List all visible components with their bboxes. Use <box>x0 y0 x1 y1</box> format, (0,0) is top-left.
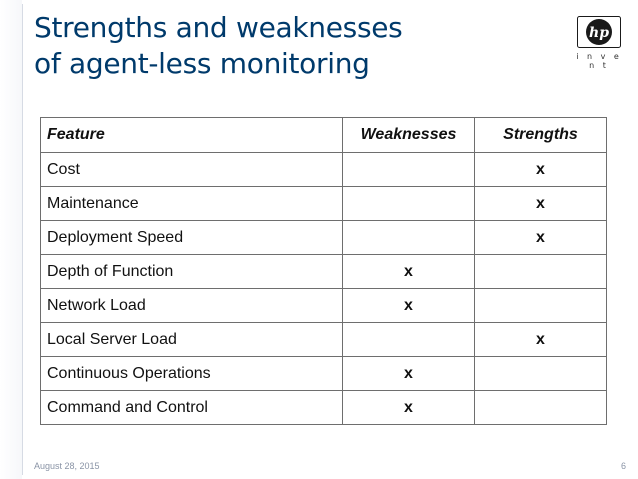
hp-logo <box>573 16 625 70</box>
weakness-cell <box>343 153 475 187</box>
left-margin-rule <box>22 4 23 475</box>
footer-date: August 28, 2015 <box>34 461 100 471</box>
header-feature: Feature <box>41 118 343 153</box>
table-row <box>41 221 607 255</box>
weakness-cell: x <box>343 289 475 323</box>
weakness-cell <box>343 323 475 357</box>
weakness-cell: x <box>343 357 475 391</box>
page-number: 6 <box>620 461 626 471</box>
feature-comparison-table <box>40 117 607 425</box>
strength-cell <box>475 289 607 323</box>
feature-cell: Deployment Speed <box>41 221 343 255</box>
weakness-cell: x <box>343 391 475 425</box>
left-margin-shade <box>0 0 22 479</box>
table-row <box>41 153 607 187</box>
slide-title-line-2: of agent-less monitoring <box>34 47 370 80</box>
weakness-cell: x <box>343 255 475 289</box>
strength-cell: x <box>475 323 607 357</box>
feature-cell: Local Server Load <box>41 323 343 357</box>
hp-logo-icon <box>577 16 621 48</box>
table-row <box>41 255 607 289</box>
table-header-row <box>41 118 607 153</box>
strength-cell: x <box>475 187 607 221</box>
header-strengths: Strengths <box>475 118 607 153</box>
feature-cell: Cost <box>41 153 343 187</box>
feature-cell: Maintenance <box>41 187 343 221</box>
feature-cell: Depth of Function <box>41 255 343 289</box>
strength-cell <box>475 391 607 425</box>
table-row <box>41 187 607 221</box>
table-row <box>41 289 607 323</box>
feature-cell: Command and Control <box>41 391 343 425</box>
slide-title <box>34 10 402 82</box>
hp-logo-tagline: i n v e n t <box>576 52 622 70</box>
table-row <box>41 391 607 425</box>
table-row <box>41 323 607 357</box>
feature-cell: Continuous Operations <box>41 357 343 391</box>
slide-title-line-1: Strengths and weaknesses <box>34 11 403 44</box>
weakness-cell <box>343 221 475 255</box>
strength-cell <box>475 255 607 289</box>
strength-cell: x <box>475 153 607 187</box>
hp-logo-mark: hp <box>589 25 609 41</box>
weakness-cell <box>343 187 475 221</box>
feature-cell: Network Load <box>41 289 343 323</box>
strength-cell: x <box>475 221 607 255</box>
table-row <box>41 357 607 391</box>
header-weaknesses: Weaknesses <box>343 118 475 153</box>
strength-cell <box>475 357 607 391</box>
